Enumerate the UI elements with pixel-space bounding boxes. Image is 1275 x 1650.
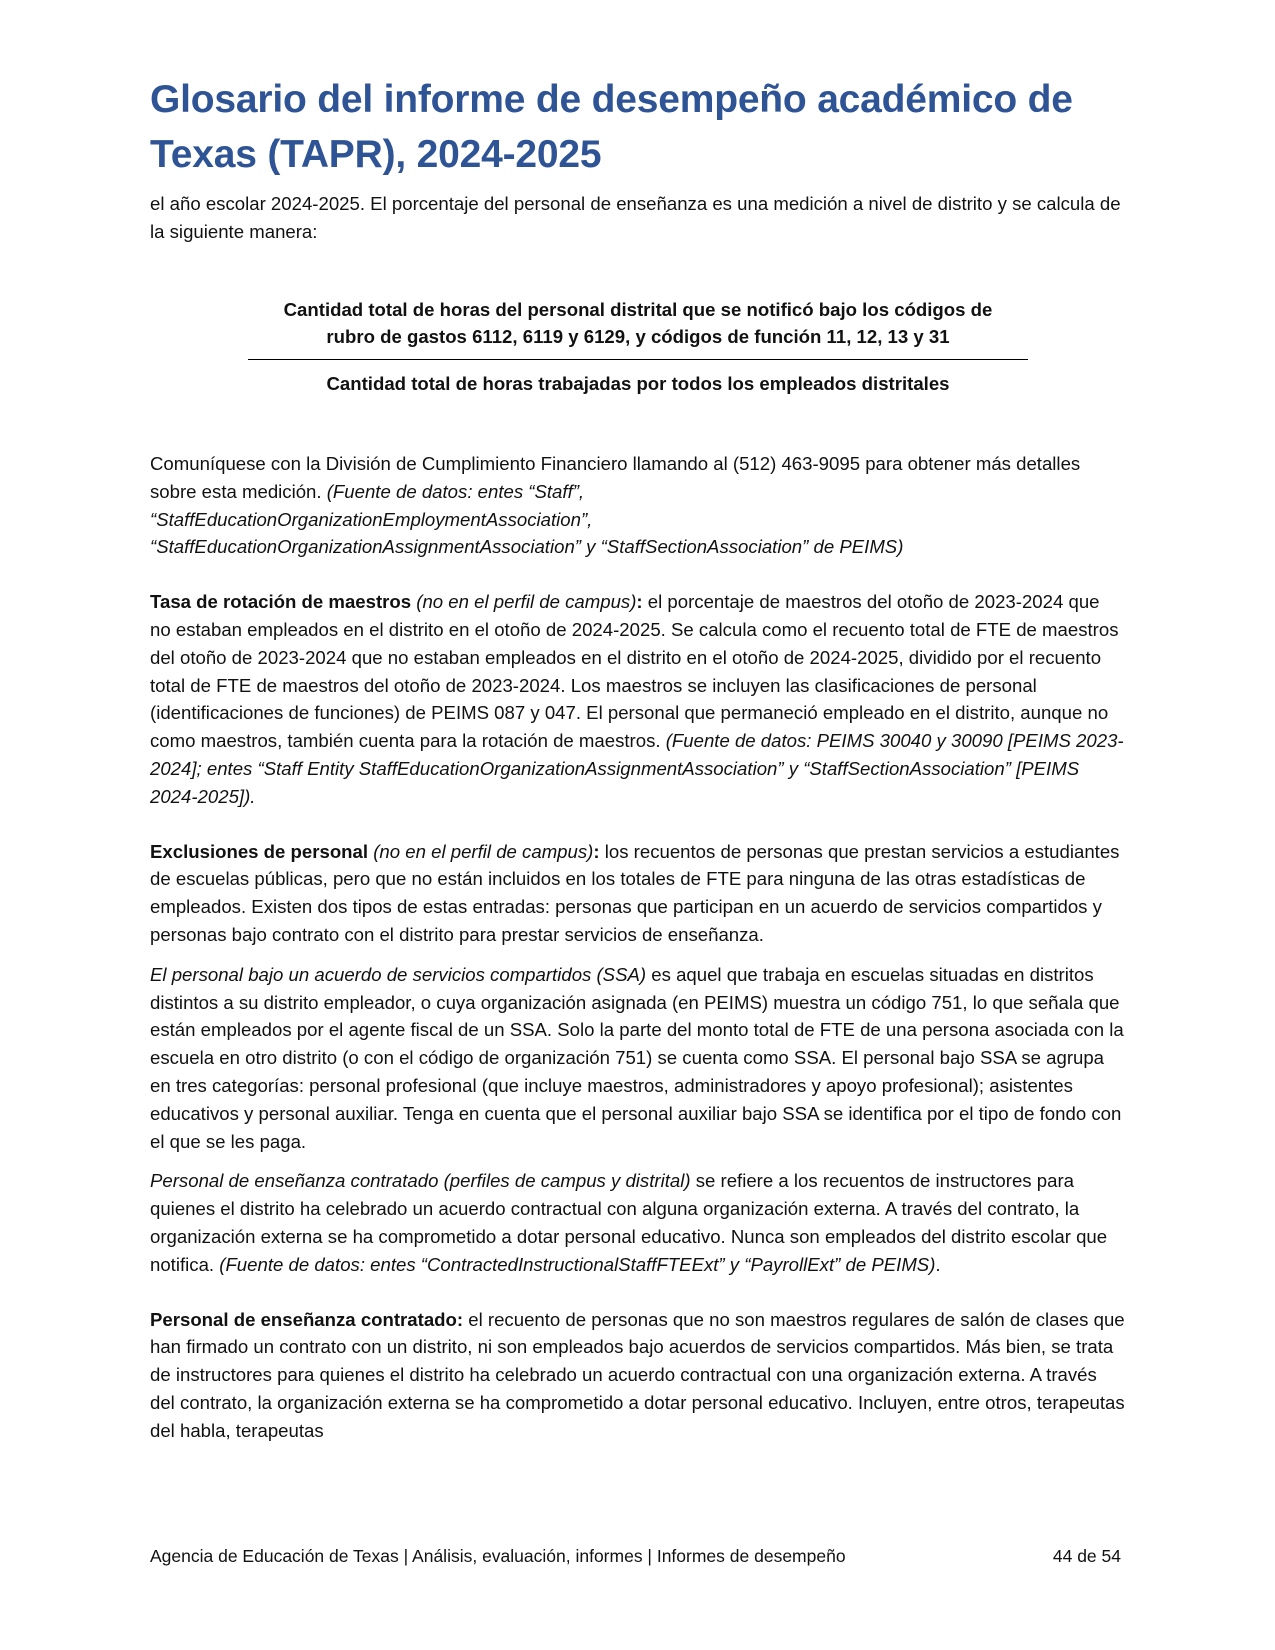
definition-text: el recuento de personas que no son maestros regulares de salón de clases que han firmado un contrato con un distrito, ni son empleados bajo acuerdos de servicios compartidos. Más bien, se trata de instructores para quienes el distrito ha celebrado un acuerdo contractual con una organización externa. A través del contrato, la organización externa se ha comprometido a dotar personal educativo. Incluyen, entre otros, terapeutas del habla, terapeutas [150, 1308, 1125, 1441]
source-note: (Fuente de datos: PEIMS 30040 y 30090 [PEIMS 2023-2024]; entes “Staff Entity StaffEducationOrganizationAssignmentAssociation” y “StaffSectionAssociation” [PEIMS 2024-2025]). [150, 730, 1124, 807]
contact-source-3: “StaffEducationOrganizationAssignmentAssociation” y “StaffSectionAssociation” de PEIMS) [150, 536, 904, 558]
glossary-entry-exclusions [150, 838, 1125, 949]
term-ssa: El personal bajo un acuerdo de servicios compartidos (SSA) [150, 963, 647, 985]
contact-text: Comuníquese con la División de Cumplimiento Financiero llamando al (512) 463-9095 para obtener más detalles sobre esta medición. [150, 452, 1081, 502]
term-exclusions: Exclusiones de personal [150, 840, 369, 862]
term-contracted: Personal de enseñanza contratado: [150, 1308, 464, 1330]
colon: : [593, 840, 600, 862]
qualifier: (no en el perfil de campus) [368, 840, 594, 862]
colon: : [636, 591, 643, 613]
title-line-2: Texas (TAPR), 2024-2025 [150, 133, 602, 176]
formula-denominator: Cantidad total de horas trabajadas por todos los empleados distritales [326, 373, 950, 395]
glossary-subentry-contracted-profile [150, 1167, 1125, 1278]
document-page [150, 72, 1125, 1444]
title-line-1: Glosario del informe de desempeño académico de [150, 78, 1073, 121]
glossary-entry-contracted [150, 1306, 1125, 1445]
formula-numerator [248, 296, 1028, 361]
source-note: (Fuente de datos: entes “ContractedInstructionalStaffFTEExt” y “PayrollExt” de PEIMS) [219, 1253, 936, 1275]
term-turnover: Tasa de rotación de maestros [150, 591, 412, 613]
definition-text: es aquel que trabaja en escuelas situadas en distritos distintos a su distrito empleador, o cuya organización asignada (en PEIMS) muestra un código 751, lo que señala que están empleados por el agente fiscal de un SSA. Solo la parte del monto total de FTE de una persona asociada con la escuela en otro distrito (o con el código de organización 751) se cuenta como SSA. El personal bajo SSA se agrupa en tres categorías: personal profesional (que incluye maestros, administradores y apoyo profesional); asistentes educativos y personal auxiliar. Tenga en cuenta que el personal auxiliar bajo SSA se identifica por el tipo de fondo con el que se les paga. [150, 963, 1124, 1152]
definition-text: el porcentaje de maestros del otoño de 2023-2024 que no estaban empleados en el distrito en el otoño de 2024-2025. Se calcula como el recuento total de FTE de maestros del otoño de 2023-2024 que no estaban empleados en el distrito en el otoño de 2024-2025, dividido por el recuento total de FTE de maestros del otoño de 2023-2024. Los maestros se incluyen las clasificaciones de personal (identificaciones de funciones) de PEIMS 087 y 047. El personal que permaneció empleado en el distrito, aunque no como maestros, también cuenta para la rotación de maestros. [150, 591, 1119, 752]
qualifier: (no en el perfil de campus) [411, 591, 637, 613]
term-contracted-profile: Personal de enseñanza contratado (perfiles de campus y distrital) [150, 1170, 691, 1192]
page-footer [150, 1544, 1125, 1568]
formula-fraction [248, 296, 1028, 398]
footer-text: Agencia de Educación de Texas | Análisis, evaluación, informes | Informes de desempeño [150, 1546, 846, 1566]
page-number: 44 de 54 [1052, 1546, 1121, 1566]
contact-source-1: (Fuente de datos: entes “Staff”, [326, 480, 585, 502]
intro-paragraph: el año escolar 2024-2025. El porcentaje del personal de enseñanza es una medición a nivel de distrito y se calcula de la siguiente manera: [150, 193, 1121, 242]
contact-source-2: “StaffEducationOrganizationEmploymentAssociation”, [150, 508, 593, 530]
glossary-subentry-ssa [150, 961, 1125, 1156]
contact-paragraph [150, 450, 1125, 561]
period: . [935, 1253, 941, 1275]
numerator-line-2: rubro de gastos 6112, 6119 y 6129, y códigos de función 11, 12, 13 y 31 [326, 326, 950, 348]
definition-text: los recuentos de personas que prestan servicios a estudiantes de escuelas públicas, pero que no están incluidos en los totales de FTE para ninguna de las otras estadísticas de empleados. Existen dos tipos de estas entradas: personas que participan en un acuerdo de servicios compartidos y personas bajo contrato con el distrito para prestar servicios de enseñanza. [150, 840, 1120, 945]
definition-text: se refiere a los recuentos de instructores para quienes el distrito ha celebrado un acuerdo contractual con alguna organización externa. A través del contrato, la organización externa se ha comprometido a dotar personal educativo. Nunca son empleados del distrito escolar que notifica. [150, 1170, 1108, 1275]
glossary-entry-turnover [150, 588, 1125, 810]
page-title [150, 72, 1125, 182]
numerator-line-1: Cantidad total de horas del personal distrital que se notificó bajo los códigos de [283, 298, 993, 320]
